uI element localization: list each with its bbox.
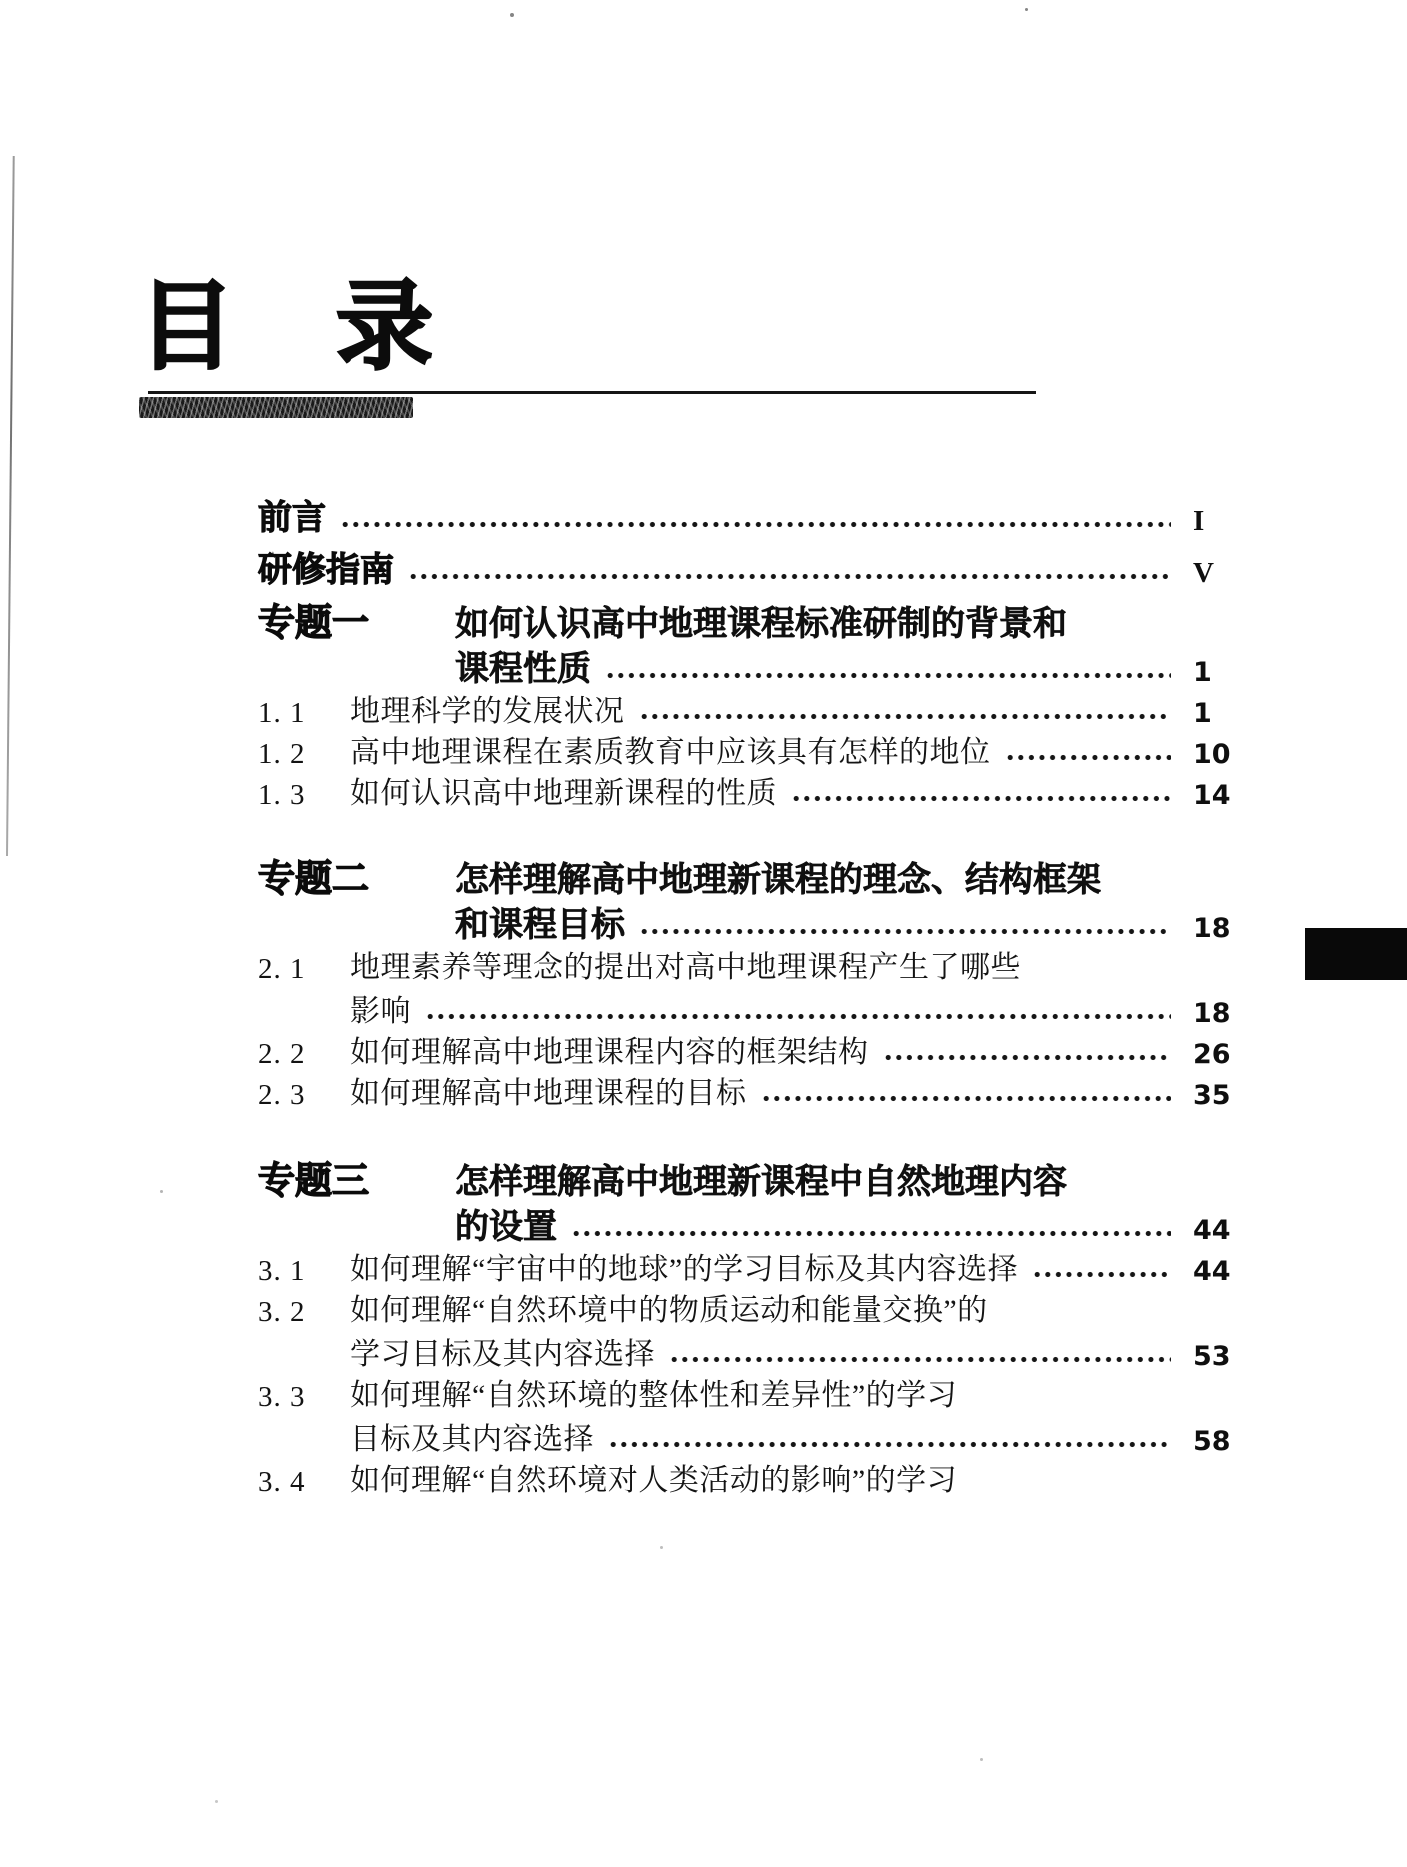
toc-entry-number: 2. 1: [258, 952, 306, 985]
toc-row: [258, 1457, 1248, 1498]
toc-row: [258, 643, 1248, 688]
toc-row: [258, 1201, 1248, 1246]
toc-entry-number: 3. 4: [258, 1465, 306, 1498]
dotted-leader: [1034, 1271, 1171, 1278]
toc-row: [258, 1070, 1248, 1111]
dotted-leader: [671, 1356, 1171, 1363]
toc-entry-title: 前言: [258, 498, 326, 537]
toc-page-number: 10: [1193, 738, 1231, 770]
dotted-leader: [427, 1013, 1171, 1020]
toc-entry-title: 高中地理课程在素质教育中应该具有怎样的地位: [350, 736, 991, 770]
toc-page-number: 1: [1193, 656, 1212, 688]
toc-entry-title: 如何理解“自然环境中的物质运动和能量交换”的: [350, 1294, 988, 1328]
toc-row: [258, 944, 1248, 985]
toc-entry-title: 的设置: [455, 1207, 557, 1246]
toc-entry-number: 3. 3: [258, 1380, 306, 1413]
toc-row: [258, 770, 1248, 811]
toc-row: [258, 985, 1248, 1029]
section-gap: [258, 811, 1248, 845]
dotted-leader: [1007, 754, 1172, 761]
toc-row: [258, 845, 1248, 899]
toc-list: [258, 485, 1248, 1498]
dotted-leader: [607, 672, 1171, 679]
toc-entry-title: 地理素养等理念的提出对高中地理课程产生了哪些: [350, 951, 1021, 985]
toc-page-number: 1: [1193, 697, 1212, 729]
toc-page-number: 18: [1193, 912, 1231, 944]
toc-entry-title: 如何理解高中地理课程的目标: [350, 1077, 747, 1111]
toc-row: [258, 537, 1248, 589]
section-gap: [258, 1111, 1248, 1147]
toc-row: [258, 1246, 1248, 1287]
toc-entry-number: 1. 1: [258, 696, 306, 729]
toc-page-number: V: [1193, 556, 1214, 589]
toc-entry-title: 地理科学的发展状况: [350, 695, 625, 729]
toc-page-number: 44: [1193, 1255, 1231, 1287]
toc-entry-title: 研修指南: [258, 550, 394, 589]
dotted-leader: [793, 795, 1171, 802]
toc-row: [258, 1413, 1248, 1457]
toc-entry-number: 1. 2: [258, 737, 306, 770]
toc-row: [258, 1029, 1248, 1070]
toc-row: [258, 1287, 1248, 1328]
dotted-leader: [610, 1441, 1171, 1448]
toc-row: [258, 1372, 1248, 1413]
toc-entry-title: 如何理解“自然环境对人类活动的影响”的学习: [350, 1464, 958, 1498]
toc-page-number: 44: [1193, 1214, 1231, 1246]
toc-entry-title: 目标及其内容选择: [350, 1423, 594, 1457]
toc-entry-title: 课程性质: [455, 649, 591, 688]
toc-row: [258, 1147, 1248, 1201]
toc-row: [258, 1328, 1248, 1372]
toc-page-number: I: [1193, 504, 1205, 537]
scan-speck: [980, 1758, 983, 1761]
title-texture-bar: [139, 397, 413, 418]
toc-page-number: 14: [1193, 779, 1231, 811]
toc-page-number: 26: [1193, 1038, 1231, 1070]
toc-entry-number: 2. 2: [258, 1037, 306, 1070]
toc-entry-title: 如何理解高中地理课程内容的框架结构: [350, 1036, 869, 1070]
scan-speck: [510, 13, 514, 17]
dotted-leader: [763, 1095, 1172, 1102]
toc-entry-title: 影响: [350, 995, 411, 1029]
toc-entry-title: 如何理解“自然环境的整体性和差异性”的学习: [350, 1379, 958, 1413]
toc-page-number: 53: [1193, 1340, 1231, 1372]
dotted-leader: [641, 928, 1171, 935]
dotted-leader: [342, 521, 1171, 528]
toc-row: [258, 899, 1248, 944]
toc-row: [258, 729, 1248, 770]
toc-entry-number: 1. 3: [258, 778, 306, 811]
toc-entry-title: 和课程目标: [455, 905, 625, 944]
scan-speck: [1025, 8, 1028, 11]
page-spine-artifact: [6, 156, 15, 856]
dotted-leader: [641, 713, 1172, 720]
toc-row: [258, 485, 1248, 537]
toc-entry-title: 如何认识高中地理课程标准研制的背景和: [455, 604, 1067, 643]
toc-entry-title: 如何理解“宇宙中的地球”的学习目标及其内容选择: [350, 1253, 1019, 1287]
toc-entry-number: 3. 2: [258, 1295, 306, 1328]
toc-entry-number: 3. 1: [258, 1254, 306, 1287]
toc-entry-title: 怎样理解高中地理新课程中自然地理内容: [455, 1162, 1067, 1201]
toc-row: [258, 688, 1248, 729]
dotted-leader: [573, 1230, 1171, 1237]
dotted-leader: [410, 573, 1171, 580]
dotted-leader: [885, 1054, 1172, 1061]
toc-entry-title: 怎样理解高中地理新课程的理念、结构框架: [455, 860, 1101, 899]
title-underline: [148, 391, 1036, 394]
scan-speck: [160, 1190, 163, 1193]
toc-entry-title: 如何认识高中地理新课程的性质: [350, 777, 777, 811]
toc-entry-number: 专题一: [258, 601, 369, 643]
toc-entry-title: 学习目标及其内容选择: [350, 1338, 655, 1372]
scan-speck: [660, 1546, 663, 1549]
toc-page-number: 35: [1193, 1079, 1231, 1111]
scan-speck: [215, 1800, 218, 1803]
toc-entry-number: 专题二: [258, 857, 369, 899]
toc-page-number: 58: [1193, 1425, 1231, 1457]
toc-entry-number: 专题三: [258, 1159, 369, 1201]
page-edge-tab: [1305, 928, 1407, 980]
toc-page-number: 18: [1193, 997, 1231, 1029]
page-title: 目 录: [138, 272, 435, 381]
toc-row: [258, 589, 1248, 643]
toc-entry-number: 2. 3: [258, 1078, 306, 1111]
